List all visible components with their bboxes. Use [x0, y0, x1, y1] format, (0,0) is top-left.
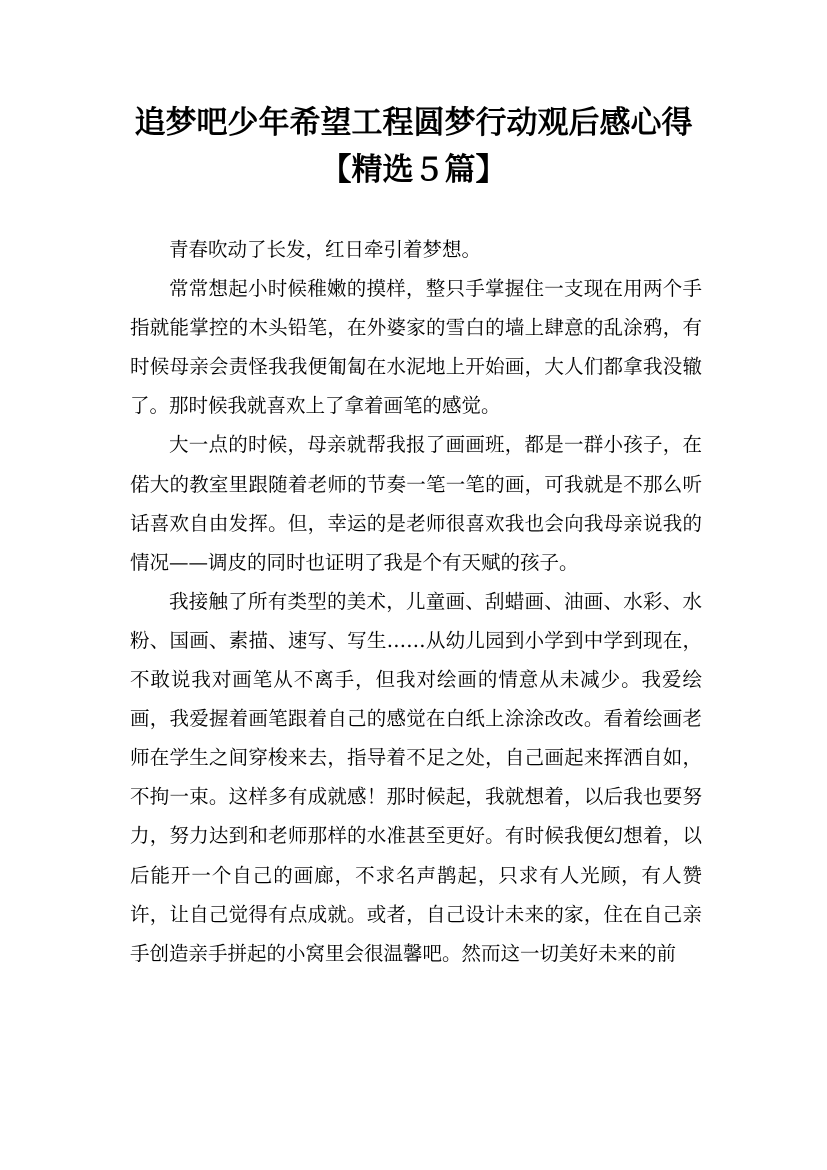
- document-body: [130, 230, 702, 973]
- paragraph-3: 大一点的时候，母亲就帮我报了画画班，都是一群小孩子，在偌大的教室里跟随着老师的节奏一笔一笔的画，可我就是不那么听话喜欢自由发挥。但，幸运的是老师很喜欢我也会向我母亲说我的情况——调皮的同时也证明了我是个有天赋的孩子。: [130, 433, 702, 574]
- title-line-1: 追梦吧少年希望工程圆梦行动观后感心得: [134, 105, 693, 141]
- title-line-2: 【精选５篇】: [320, 152, 507, 188]
- paragraph-1: 青春吹动了长发，红日牵引着梦想。: [169, 238, 482, 261]
- document-title: [0, 100, 827, 194]
- paragraph-2: 常常想起小时候稚嫩的摸样，整只手掌握住一支现在用两个手指就能掌控的木头铅笔，在外婆家的雪白的墙上肆意的乱涂鸦，有时候母亲会责怪我我便匍匐在水泥地上开始画，大人们都拿我没辙了。那时候我就喜欢上了拿着画笔的感觉。: [130, 277, 702, 418]
- paragraph-4: 我接触了所有类型的美术，儿童画、刮蜡画、油画、水彩、水粉、国画、素描、速写、写生……从幼儿园到小学到中学到现在，不敢说我对画笔从不离手，但我对绘画的情意从未减少。我爱绘画，我爱握着画笔跟着自己的感觉在白纸上涂涂改改。看着绘画老师在学生之间穿梭来去，指导着不足之处，自己画起来挥洒自如，不拘一束。这样多有成就感！那时候起，我就想着，以后我也要努力，努力达到和老师那样的水准甚至更好。有时候我便幻想着，以后能开一个自己的画廊，不求名声鹊起，只求有人光顾，有人赞许，让自己觉得有点成就。或者，自己设计未来的家，住在自己亲手创造亲手拼起的小窝里会很温馨吧。然而这一切美好未来的前: [130, 589, 702, 965]
